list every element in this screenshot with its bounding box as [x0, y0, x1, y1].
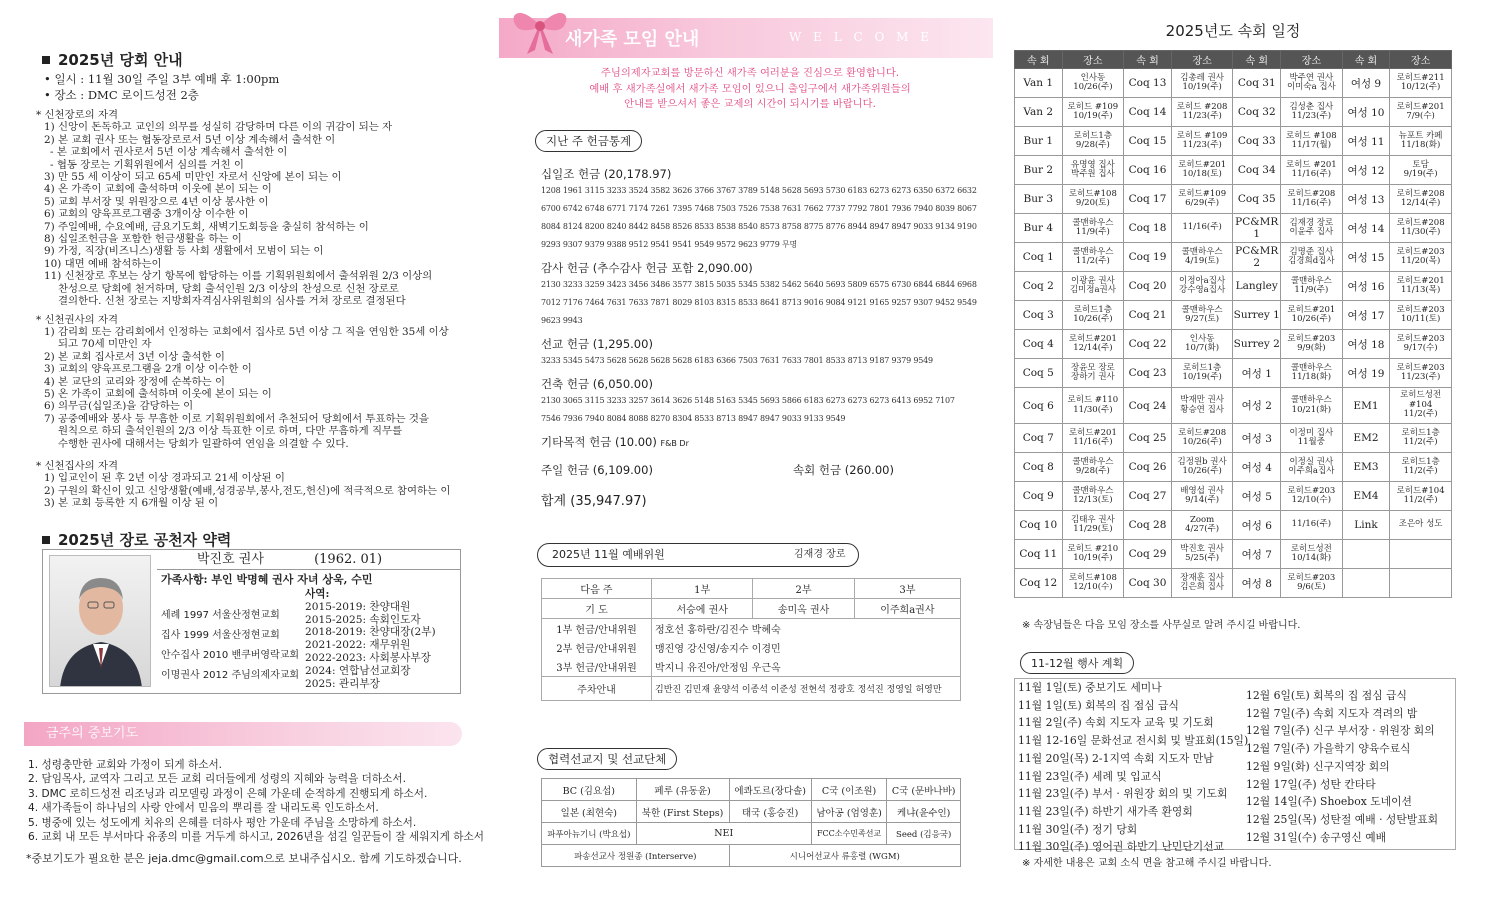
cell-group-name: Van 1: [1015, 69, 1063, 98]
plan-left-list: [1018, 679, 1248, 856]
cell-group-name: Coq 29: [1124, 540, 1172, 569]
qual-line: 결의한다. 신천 장로는 지방회자격심사위원회의 심사를 거쳐 장로로 결정된다: [58, 295, 406, 308]
cell-meeting-place: 인사동 10/26(주): [1062, 69, 1124, 98]
schedule-row: [1015, 301, 1452, 330]
cell-meeting-place: 로히드 #110 11/30(주): [1062, 388, 1124, 424]
prayer-item: 3. DMC 로히드성전 리조닝과 리모델링 과정이 은혜 가운데 순적하게 진행되게 하소서.: [28, 787, 428, 800]
cell-group-name: Coq 13: [1124, 69, 1172, 98]
nominee-profile: [42, 549, 461, 694]
plan-item: 12월 7일(주) 신구 부서장 · 위원장 회의: [1246, 724, 1435, 738]
cell-meeting-place: 11/16(주): [1281, 511, 1343, 540]
cell-group-name: 여성 8: [1233, 569, 1281, 598]
cell-group-name: EM1: [1342, 388, 1390, 424]
cell-group-name: 여성 11: [1342, 127, 1390, 156]
schedule-header-cell: 장소: [1062, 51, 1124, 69]
cell-meeting-place: 김총레 권사 10/19(주): [1171, 69, 1233, 98]
council-title: 2025년 당회 안내: [42, 49, 183, 70]
prayer-contact-note: *중보기도가 필요한 분은 jeja.dmc@gmail.com으로 보내주십시오. 함께 기도하겠습니다.: [26, 852, 462, 865]
mission-title: 협력선교지 및 선교단체: [537, 748, 677, 770]
cell-group-name: Coq 12: [1015, 569, 1063, 598]
cell-meeting-place: 콜맨하우스 11/18(화): [1281, 359, 1343, 388]
schedule-row: [1015, 69, 1452, 98]
mission-table: BC (김요섭) 페루 (유동윤) 에콰도르(장다솔) C국 (이조원) C국 (문바나바) 일본 (최현숙) 북한 (First Steps) 태국 (홍승진) 남아공 (엄영훈) 케냐(윤수인) 파푸아뉴기니 (박요섭) NEI FCC소수민족선교 Seed (김응국) 파송선교사 정원종 (Interserve) 시니어선교사 류홍렬 (WGM): [541, 778, 961, 867]
cell-meeting-place: 로히드성전 #104 11/2(주): [1390, 388, 1452, 424]
qual-line: 1) 입교인이 된 후 2년 이상 경과되고 21세 이상된 이: [44, 472, 285, 485]
cell-group-name: 여성 3: [1233, 424, 1281, 453]
offering-title: 지난 주 헌금통계: [535, 130, 642, 152]
schedule-header-cell: 장소: [1390, 51, 1452, 69]
qual-line: 2) 본 교회 집사로서 3년 이상 출석한 이: [44, 350, 225, 363]
cell-group-name: PC&MR 2: [1233, 243, 1281, 272]
cell-meeting-place: 로히드#201 7/9(수): [1390, 98, 1452, 127]
cell-group-name: 여성 14: [1342, 214, 1390, 243]
qual-line: 찬성으로 당회에 천거하며, 당회 출석인원 2/3 이상의 찬성으로 신천 장로로: [58, 282, 399, 295]
plan-right-list: [1246, 687, 1438, 846]
schedule-title: 2025년도 속회 일정: [1165, 22, 1301, 40]
qual-line: 2) 구원의 확신이 있고 신앙생활(예배,성경공부,봉사,전도,헌신)에 적극적으로 참여하는 이: [44, 484, 451, 497]
cell-group-name: 여성 4: [1233, 453, 1281, 482]
cell-meeting-place: [1390, 569, 1452, 598]
cell-meeting-place: 김정원b 권사 10/26(주): [1171, 453, 1233, 482]
plan-item: 12월 7일(주) 가을학기 양육수료식: [1246, 742, 1411, 756]
plan-item: 11월 23일(주) 부서 · 위원장 회의 및 기도회: [1018, 787, 1228, 801]
cell-meeting-place: 로히드#203 9/9(화): [1281, 330, 1343, 359]
left-column: [0, 0, 495, 900]
cell-meeting-place: 로히드#201 10/18(토): [1171, 156, 1233, 185]
qual-line: 1) 감리회 또는 감리회에서 인정하는 교회에서 집사로 5년 이상 그 직을 연임한 35세 이상: [44, 325, 449, 338]
schedule-row: [1015, 185, 1452, 214]
cell-group-name: Link: [1342, 511, 1390, 540]
cell-meeting-place: 이광윤 권사 김미정a권사: [1062, 272, 1124, 301]
bullet-square-icon: [42, 56, 50, 64]
cell-group-name: Coq 2: [1015, 272, 1063, 301]
cell-meeting-place: 로히드#109 6/29(주): [1171, 185, 1233, 214]
cell-group-name: Coq 35: [1233, 185, 1281, 214]
cell-meeting-place: 로히드#201 12/14(주): [1062, 330, 1124, 359]
cell-meeting-place: 콜맨하우스 10/21(화): [1281, 388, 1343, 424]
qual-section-title: * 신천권사의 자격: [36, 313, 119, 326]
cell-group-name: [1342, 540, 1390, 569]
prayer-list: [28, 758, 484, 844]
qual-line: 5) 온 가족이 교회에 출석하며 이웃에 본이 되는 이: [44, 387, 272, 400]
cell-group-name: Coq 4: [1015, 330, 1063, 359]
cell-meeting-place: 로히드#203 12/10(수): [1281, 482, 1343, 511]
cell-meeting-place: 로히드1층 9/28(주): [1062, 127, 1124, 156]
special-label: 기타목적 헌금 (10.00) F&B Dr: [541, 435, 689, 449]
cell-meeting-place: 로히드 #109 11/23(주): [1171, 127, 1233, 156]
cell-group-name: Coq 24: [1124, 388, 1172, 424]
cell-group-name: PC&MR 1: [1233, 214, 1281, 243]
cell-meeting-place: 로히드#203 10/11(토): [1390, 301, 1452, 330]
cell-meeting-place: 로히드#203 11/20(목): [1390, 243, 1452, 272]
cell-meeting-place: 로히드#108 9/20(토): [1062, 185, 1124, 214]
schedule-row: [1015, 272, 1452, 301]
cell-meeting-place: 이정미 집사 11월중: [1281, 424, 1343, 453]
prayer-item: 1. 성령충만한 교회와 가정이 되게 하소서.: [28, 759, 223, 771]
cell-group-name: Coq 14: [1124, 98, 1172, 127]
offering-stats: [541, 160, 981, 509]
cell-group-name: 여성 9: [1342, 69, 1390, 98]
qual-line: - 본 교회에서 권사로서 5년 이상 계속해서 출석한 이: [50, 146, 288, 159]
cell-meeting-place: 콜맨하우스 11/9(주): [1281, 272, 1343, 301]
tithe-donors: 1208 1961 3115 3233 3524 3582 3626 3766 3767 3789 5148 5628 5693 5730 6183 6273 6273 6350 6372 6632 6700 6742 6748 6771 7174 7261 7395 7468 7503 7526 7538 7631 7662 7737 7792 7801 7936 7940 8039 8067 8084 8124 8200 8240 8442 8458 8526 8533 8538 8540 8573 8758 8775 8776 8944 8947 8947 9033 9134 9190 9293 9307 9379 9388 9512 9541 9541 9549 9572 9623 9779 무명: [541, 186, 977, 249]
worship-title: 2025년 11월 예배위원 김재경 장로: [537, 543, 859, 567]
building-donors: 2130 3065 3115 3233 3257 3614 3626 5148 5163 5345 5693 5866 6183 6273 6273 6273 6413 6952 7107 7546 7936 7940 8084 8088 8270 8304 8533 8713 8947 8947 9033 9133 9549: [541, 396, 955, 423]
cell-meeting-place: 조은아 성도: [1390, 511, 1452, 540]
cell-meeting-place: 로히드 #109 10/19(주): [1062, 98, 1124, 127]
cell-group-name: 여성 1: [1233, 359, 1281, 388]
schedule-row: [1015, 482, 1452, 511]
cell-meeting-place: 로히드1층 10/26(주): [1062, 301, 1124, 330]
cell-group-name: Coq 1: [1015, 243, 1063, 272]
cell-meeting-place: 이정실 권사 이주희a집사: [1281, 453, 1343, 482]
nominee-career: 세례 1997 서울산정현교회 집사 1999 서울산정현교회 안수집사 2010 밴쿠버영락교회 이명권사 2012 주님의제자교회: [161, 610, 300, 681]
cell-group-name: Coq 31: [1233, 69, 1281, 98]
schedule-row: [1015, 98, 1452, 127]
plan-item: 12월 25일(목) 성탄절 예배 · 성탄발표회: [1246, 812, 1439, 826]
cell-group-name: Surrey 2: [1233, 330, 1281, 359]
schedule-row: [1015, 388, 1452, 424]
mission-label: 선교 헌금 (1,295.00): [541, 337, 653, 351]
schedule-header-cell: 속 회: [1015, 51, 1063, 69]
cell-group-name: 여성 18: [1342, 330, 1390, 359]
qual-line: 3) 만 55 세 이상이 되고 65세 미만인 자로서 신앙에 본이 되는 이: [44, 171, 342, 184]
cell-group-name: Bur 1: [1015, 127, 1063, 156]
cell-group-name: 여성 10: [1342, 98, 1390, 127]
prayer-item: 5. 병중에 있는 성도에게 치유의 은혜를 더하사 평안 가운데 주님을 소망하게 하소서.: [28, 816, 417, 829]
qual-line: 9) 가정, 직장(비즈니스)생활 등 사회 생활에서 모범이 되는 이: [44, 245, 324, 258]
cell-group-name: Coq 25: [1124, 424, 1172, 453]
sunday-cell-row: 주일 헌금 (6,109.00) 속회 헌금 (260.00): [541, 463, 894, 477]
qual-section-title: * 신천집사의 자격: [36, 459, 119, 472]
plan-item: 11월 1일(토) 회복의 집 점심 급식: [1018, 698, 1179, 712]
plan-item: 12월 6일(토) 회복의 집 점심 급식: [1246, 689, 1407, 702]
qualifications: [36, 109, 486, 510]
cell-group-name: Coq 23: [1124, 359, 1172, 388]
prayer-item: 6. 교회 내 모든 부서마다 유종의 미를 거두게 하시고, 2026년을 섬길 일꾼들이 잘 세워지게 하소서: [28, 831, 484, 844]
cell-meeting-place: 로히드#203 11/23(주): [1390, 359, 1452, 388]
nominee-photo: [49, 555, 151, 687]
cell-meeting-place: 로히드 #201 11/16(주): [1281, 156, 1343, 185]
schedule-header-cell: 속 회: [1233, 51, 1281, 69]
cell-meeting-place: 11/16(주): [1171, 214, 1233, 243]
cell-group-name: Coq 15: [1124, 127, 1172, 156]
cell-group-name: Coq 33: [1233, 127, 1281, 156]
cell-meeting-place: 박진호 권사 5/25(주): [1171, 540, 1233, 569]
cell-group-name: Coq 7: [1015, 424, 1063, 453]
schedule-header-cell: 장소: [1171, 51, 1233, 69]
qual-line: 수행한 권사에 대해서는 당회가 일괄하여 연임을 의결할 수 있다.: [58, 437, 349, 450]
cell-group-name: 여성 2: [1233, 388, 1281, 424]
middle-column: [495, 0, 1005, 900]
schedule-row: [1015, 540, 1452, 569]
schedule-row: [1015, 214, 1452, 243]
cell-meeting-place: 로히드#203 9/17(수): [1390, 330, 1452, 359]
thanks-donors: 2130 3233 3259 3423 3456 3486 3577 3815 5035 5345 5382 5462 5640 5693 5809 6575 6730 6844 6844 6968 7012 7176 7464 7631 7633 7871 8029 8103 8315 8533 8641 8713 9016 9084 9121 9165 9257 9307 9452 9549 9623 9943: [541, 280, 977, 325]
cell-group-name: 여성 7: [1233, 540, 1281, 569]
welcome-text: 주님의제자교회를 방문하신 새가족 여러분을 진심으로 환영합니다. 예배 후 새가족실에서 새가족 모임이 있으니 출입구에서 새가족위원들의 안내를 받으셔서 좋은 교제의 시간이 되시기를 바랍니다.: [589, 67, 911, 110]
nominee-service: 사역: 2015-2019: 찬양대원 2015-2025: 속회인도자 2018-2019: 찬양대장(2부) 2021-2022: 재무위원 2022-2023: 사회봉사부장 2024: 연합남선교회장 2025: 관리부장: [305, 588, 436, 690]
cell-meeting-place: 콜맨하우스 9/28(주): [1062, 453, 1124, 482]
schedule-note: ※ 속장님들은 다음 모임 장소를 사무실로 알려 주시길 바랍니다.: [1022, 620, 1301, 631]
cell-group-name: Bur 4: [1015, 214, 1063, 243]
plan-box: [1014, 678, 1456, 854]
cell-group-name: Coq 9: [1015, 482, 1063, 511]
tithe-label: 십일조 헌금 (20,178.97): [541, 167, 672, 181]
cell-meeting-place: 박재만 권사 황승연 집사: [1171, 388, 1233, 424]
cell-meeting-place: 로히드성전 10/14(화): [1281, 540, 1343, 569]
cell-meeting-place: 로히드1층 11/2(주): [1390, 424, 1452, 453]
cell-meeting-place: 뉴포트 카페 11/18(화): [1390, 127, 1452, 156]
cell-group-name: Coq 32: [1233, 98, 1281, 127]
welcome-banner: [499, 18, 993, 58]
nominee-name-row: 박진호 권사 (1962. 01): [157, 550, 460, 570]
cell-group-name: Coq 18: [1124, 214, 1172, 243]
cell-group-name: 여성 16: [1342, 272, 1390, 301]
right-column: [1008, 0, 1485, 900]
cell-meeting-place: 로히드#201 11/16(주): [1062, 424, 1124, 453]
cell-group-name: Coq 34: [1233, 156, 1281, 185]
cell-group-name: 여성 6: [1233, 511, 1281, 540]
schedule-header-cell: 장소: [1281, 51, 1343, 69]
schedule-row: [1015, 424, 1452, 453]
plan-item: 11월 1일(토) 중보기도 세미나: [1018, 681, 1162, 694]
cell-group-name: Coq 30: [1124, 569, 1172, 598]
cell-group-name: Coq 6: [1015, 388, 1063, 424]
bullet-square-icon: [42, 536, 50, 544]
cell-group-name: 여성 5: [1233, 482, 1281, 511]
schedule-row: [1015, 243, 1452, 272]
cell-meeting-place: 로히드#208 11/30(주): [1390, 214, 1452, 243]
cell-meeting-place: 로히드#208 12/14(주): [1390, 185, 1452, 214]
plan-item: 11월 30일(주) 영어권 하반기 난민단기선교: [1018, 840, 1225, 854]
plan-item: 11월 23일(주) 하반기 새가족 환영회: [1018, 804, 1193, 818]
cell-group-name: Van 2: [1015, 98, 1063, 127]
cell-meeting-place: 김재경 장로 이윤주 집사: [1281, 214, 1343, 243]
cell-meeting-place: 콜맨하우스 4/19(토): [1171, 243, 1233, 272]
cell-meeting-place: [1390, 540, 1452, 569]
cell-meeting-place: 콜맨하우스 12/13(토): [1062, 482, 1124, 511]
cell-group-name: Bur 3: [1015, 185, 1063, 214]
cell-meeting-place: Zoom 4/27(주): [1171, 511, 1233, 540]
schedule-row: [1015, 127, 1452, 156]
cell-meeting-place: 로히드#211 10/12(주): [1390, 69, 1452, 98]
cell-group-name: Coq 22: [1124, 330, 1172, 359]
plan-item: 11월 2일(주) 속회 지도자 교육 및 기도회: [1018, 716, 1214, 730]
schedule-header-cell: 속 회: [1124, 51, 1172, 69]
cell-meeting-place: 로히드#201 11/13(목): [1390, 272, 1452, 301]
cell-group-name: EM4: [1342, 482, 1390, 511]
plan-item: 12월 9일(화) 신구지역장 회의: [1246, 759, 1390, 773]
cell-meeting-place: 김성춘 집사 11/23(주): [1281, 98, 1343, 127]
schedule-row: [1015, 359, 1452, 388]
nominee-family: 가족사항: 부인 박명혜 권사 자녀 상욱, 수민: [161, 573, 373, 586]
qual-line: 7) 주일예배, 수요예배, 금요기도회, 새벽기도회등을 충실히 참석하는 이: [44, 220, 369, 233]
qual-line: 6) 의무금(십일조)을 감당하는 이: [44, 400, 194, 413]
cell-meeting-place: 콜맨하우스 9/27(토): [1171, 301, 1233, 330]
banner-welcome: W E L C O M E: [789, 30, 934, 44]
cell-group-name: 여성 13: [1342, 185, 1390, 214]
qual-line: 1) 신앙이 돈독하고 교인의 의무를 성실히 감당하며 다른 이의 귀감이 되는 자: [44, 121, 393, 134]
cell-group-name: Surrey 1: [1233, 301, 1281, 330]
cell-meeting-place: 김명준 집사 김경희d집사: [1281, 243, 1343, 272]
building-label: 건축 헌금 (6,050.00): [541, 377, 653, 391]
qual-line: 3) 본 교회 등록한 지 6개월 이상 된 이: [44, 497, 219, 510]
cell-group-name: 여성 19: [1342, 359, 1390, 388]
schedule-row: [1015, 453, 1452, 482]
plan-note: ※ 자세한 내용은 교회 소식 면을 참고해 주시길 바랍니다.: [1022, 858, 1272, 869]
schedule-row: [1015, 330, 1452, 359]
cell-meeting-place: 김태우 권사 11/29(토): [1062, 511, 1124, 540]
qual-line: 11) 신천장로 후보는 상기 항목에 합당하는 이를 기획위원회에서 출석위원 2/3 이상의: [44, 270, 433, 283]
cell-group-name: Coq 28: [1124, 511, 1172, 540]
qual-line: 7) 공중예배와 봉사 등 무흠한 이로 기획위원회에서 추천되어 당회에서 투표하는 것을: [44, 412, 429, 425]
cell-group-name: Bur 2: [1015, 156, 1063, 185]
cell-group-name: [1342, 569, 1390, 598]
cell-meeting-place: 콜맨하우스 11/9(주): [1062, 214, 1124, 243]
cell-meeting-place: 장윤모 장로 장하기 권사: [1062, 359, 1124, 388]
cell-group-name: Langley: [1233, 272, 1281, 301]
qual-line: 2) 본 교회 권사 또는 협동장로로서 5년 이상 계속해서 출석한 이: [44, 133, 336, 146]
cell-meeting-place: 로히드#203 9/6(토): [1281, 569, 1343, 598]
cell-group-name: 여성 15: [1342, 243, 1390, 272]
plan-title: 11-12월 행사 계획: [1020, 652, 1134, 674]
cell-group-name: Coq 17: [1124, 185, 1172, 214]
qual-line: 3) 교회의 양육프로그램을 2개 이상 이수한 이: [44, 363, 252, 376]
cell-group-name: Coq 10: [1015, 511, 1063, 540]
cell-meeting-place: 장재훈 집사 김은희 집사: [1171, 569, 1233, 598]
cell-schedule-table: [1014, 50, 1452, 598]
cell-meeting-place: 로히드#208 10/26(주): [1171, 424, 1233, 453]
cell-meeting-place: 이정아a집사 강수영a집사: [1171, 272, 1233, 301]
plan-item: 12월 7일(주) 속회 지도자 격려의 밤: [1246, 706, 1418, 720]
cell-meeting-place: 로히드 #108 11/17(월): [1281, 127, 1343, 156]
cell-group-name: Coq 16: [1124, 156, 1172, 185]
cell-meeting-place: 로히드#108 12/10(수): [1062, 569, 1124, 598]
cell-group-name: Coq 11: [1015, 540, 1063, 569]
mission-donors: 3233 5345 5473 5628 5628 5628 5628 6183 6366 7503 7631 7633 7801 8533 8713 9187 9379 9549: [541, 356, 933, 365]
prayer-item: 2. 담임목사, 교역자 그리고 모든 교회 리더들에게 성령의 지혜와 능력을 더하소서.: [28, 773, 406, 786]
cell-group-name: Coq 5: [1015, 359, 1063, 388]
prayer-title-bar: 금주의 중보기도: [24, 722, 462, 746]
schedule-header-cell: 속 회: [1342, 51, 1390, 69]
cell-meeting-place: 배영섭 권사 9/14(주): [1171, 482, 1233, 511]
council-info: • 일시 : 11월 30일 주일 3부 예배 후 1:00pm • 장소 : DMC 로이드성전 2층: [44, 72, 280, 102]
cell-group-name: Coq 26: [1124, 453, 1172, 482]
cell-group-name: Coq 20: [1124, 272, 1172, 301]
schedule-row: [1015, 569, 1452, 598]
plan-item: 11월 12-16일 문화선교 전시회 및 발표회(15일): [1018, 734, 1249, 748]
prayer-item: 4. 새가족들이 하나님의 사랑 안에서 믿음의 뿌리를 잘 내리도록 인도하소서.: [28, 802, 379, 815]
nominee-title: 2025년 장로 공천자 약력: [42, 529, 231, 550]
cell-meeting-place: 콜맨하우스 11/2(주): [1062, 243, 1124, 272]
cell-group-name: EM3: [1342, 453, 1390, 482]
cell-group-name: 여성 12: [1342, 156, 1390, 185]
plan-item: 11월 20일(목) 2-1지역 속회 지도자 만남: [1018, 751, 1214, 765]
worship-table: 다음 주 1부 2부 3부 기 도 서승에 권사 송미옥 권사 이주희a권사 1부 헌금/안내위원 정호선 홍하란/김진수 박혜숙 2부 헌금/안내위원 맹진영 강신영/송지수 이경민 3부 헌금/안내위원 박지니 유진아/안정임 우근옥 주차안내 김반진 김민재 윤양석 이종석 이준성 전현석 정광호 정석진 정영일 허영만: [541, 578, 961, 701]
plan-item: 12월 17일(주) 성탄 칸타타: [1246, 777, 1376, 791]
thanks-label: 감사 헌금 (추수감사 헌금 포함 2,090.00): [541, 261, 753, 275]
cell-group-name: Coq 27: [1124, 482, 1172, 511]
qual-line: 8) 십일조헌금을 포함한 헌금생활을 하는 이: [44, 233, 242, 246]
cell-group-name: Coq 19: [1124, 243, 1172, 272]
cell-meeting-place: 토담 9/19(주): [1390, 156, 1452, 185]
qual-line: 5) 교회 부서장 및 위원장으로 4년 이상 봉사한 이: [44, 195, 269, 208]
schedule-row: [1015, 511, 1452, 540]
plan-item: 11월 23일(주) 세례 및 입교식: [1018, 769, 1162, 783]
cell-meeting-place: 로히드 #208 11/23(주): [1171, 98, 1233, 127]
cell-meeting-place: 로히드#104 11/2(주): [1390, 482, 1452, 511]
cell-meeting-place: 로히드#208 11/16(주): [1281, 185, 1343, 214]
qual-line: 10) 대면 예배 참석하는이: [44, 257, 162, 270]
qual-line: - 협동 장로는 기획위원에서 심의를 거친 이: [50, 158, 244, 171]
cell-meeting-place: 로히드 #210 10/19(주): [1062, 540, 1124, 569]
cell-group-name: Coq 21: [1124, 301, 1172, 330]
cell-meeting-place: 박주연 권사 이미숙a 집사: [1281, 69, 1343, 98]
cell-meeting-place: 인사동 10/7(화): [1171, 330, 1233, 359]
schedule-row: [1015, 156, 1452, 185]
cell-meeting-place: 로히드1층 11/2(주): [1390, 453, 1452, 482]
total-label: 합계 (35,947.97): [541, 494, 647, 509]
qual-line: 6) 교회의 양육프로그램중 3개이상 이수한 이: [44, 208, 249, 221]
qual-line: 원칙으로 하되 출석인원의 2/3 이상 득표한 이로 하며, 다만 무흠하게 직무를: [58, 425, 403, 438]
cell-meeting-place: 유명영 집사 박주원 집사: [1062, 156, 1124, 185]
qual-section-title: * 신천장로의 자격: [36, 109, 119, 121]
cell-meeting-place: 로히드1층 10/19(주): [1171, 359, 1233, 388]
qual-line: 4) 온 가족이 교회에 출석하며 이웃에 본이 되는 이: [44, 183, 272, 196]
plan-item: 11월 30일(주) 정기 당회: [1018, 822, 1138, 836]
plan-item: 12월 31일(수) 송구영신 예배: [1246, 830, 1387, 844]
banner-title: 새가족 모임 안내: [565, 29, 700, 50]
cell-group-name: Coq 3: [1015, 301, 1063, 330]
cell-group-name: 여성 17: [1342, 301, 1390, 330]
plan-item: 12월 14일(주) Shoebox 도네이션: [1246, 795, 1412, 809]
cell-group-name: EM2: [1342, 424, 1390, 453]
qual-line: 되고 70세 미만인 자: [58, 338, 152, 351]
qual-line: 4) 본 교단의 교리와 장정에 순복하는 이: [44, 375, 226, 388]
cell-meeting-place: 로히드#201 10/26(주): [1281, 301, 1343, 330]
cell-group-name: Coq 8: [1015, 453, 1063, 482]
